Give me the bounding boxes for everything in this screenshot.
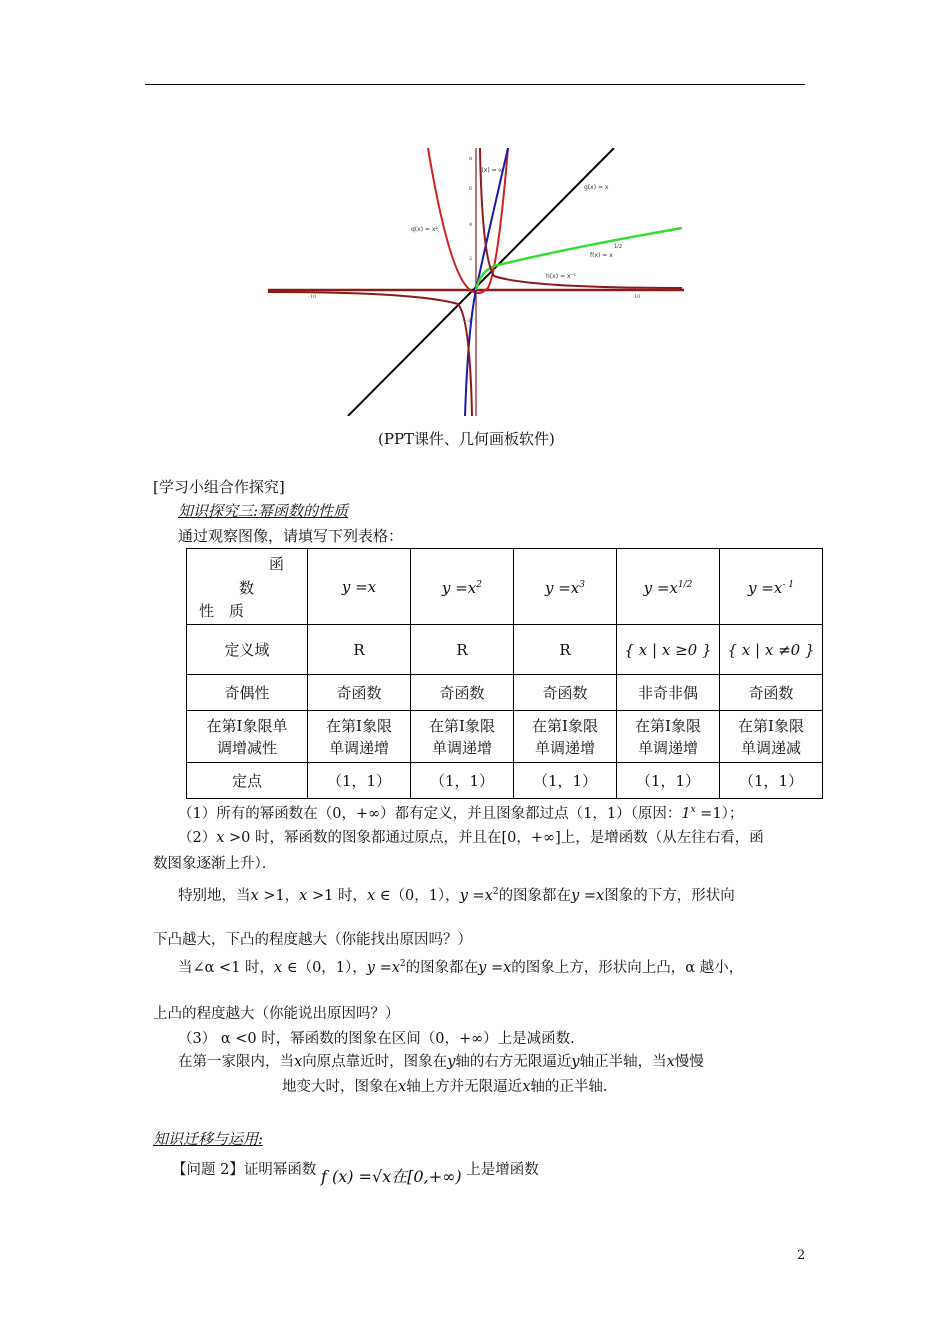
paragraph-4: 下凸越大，下凸的程度越大（你能找出原因吗？） — [153, 932, 472, 948]
label-inverse: h(x) = x⁻¹ — [546, 273, 576, 280]
power-function-graph — [268, 148, 684, 416]
curve-inverse-right — [480, 148, 682, 288]
table-row-domain: 定义域 R R R { x | x ≥0 } { x | x ≠0 } — [187, 625, 823, 675]
label-sqrt: f(x) = x — [590, 252, 613, 259]
curve-inverse-left — [268, 292, 472, 416]
col-header-x3: $y =x^3$ — [514, 549, 617, 625]
tick-y-6: 6 — [469, 186, 473, 192]
table-row-fixed-point: 定点 （1，1） （1，1） （1，1） （1，1） （1，1） — [187, 763, 823, 799]
label-cube: r(x) = x³ — [479, 167, 505, 174]
instruction-text: 通过观察图像，请填写下列表格： — [178, 527, 404, 545]
tick-y-2: 2 — [469, 256, 473, 262]
tick-y-4: 4 — [469, 222, 473, 228]
paragraph-6: 上凸的程度越大（你能说出原因吗？） — [153, 1006, 400, 1022]
paragraph-2: （2）x >0 时，幂函数的图象都通过原点，并且在[0，+∞]上，是增函数（从左往右看，函 — [178, 830, 764, 846]
col-header-x1: y =x — [308, 549, 411, 625]
page-number: 2 — [797, 1248, 806, 1263]
section-header: [学习小组合作探究] — [153, 478, 285, 496]
label-square: q(x) = x² — [411, 226, 438, 233]
paragraph-9: 地变大时，图象在x轴上方并无限逼近x轴的正半轴. — [282, 1079, 608, 1095]
paragraph-1: （1）所有的幂函数在（0，+∞）都有定义，并且图象都过点（1，1）（原因：$1^x =1$）； — [178, 805, 744, 822]
paragraph-7: （3） α <0 时，幂函数的图象在区间（0，+∞）上是减函数. — [178, 1031, 575, 1047]
paragraph-8: 在第一家限内，当x向原点靠近时，图象在y轴的右方无限逼近y轴正半轴，当x慢慢 — [178, 1054, 704, 1070]
col-header-x2: $y =x^2$ — [411, 549, 514, 625]
paragraph-2-cont: 数图象逐渐上升）． — [153, 856, 277, 872]
figure-caption: (PPT课件、几何画板软件) — [378, 430, 555, 448]
transfer-title: 知识迁移与运用: — [153, 1130, 264, 1148]
knowledge-title: 知识探究三:幂函数的性质 — [178, 502, 349, 520]
problem-2: 【问题 2】证明幂函数 f (x) =√x在[0,+∞) 上是增函数 — [172, 1162, 539, 1186]
col-header-x-half: $y =x^{1/2}$ — [617, 549, 720, 625]
label-linear: g(x) = x — [584, 184, 609, 191]
table-row-parity: 奇偶性 奇函数 奇函数 奇函数 非奇非偶 奇函数 — [187, 675, 823, 711]
tick-x-neg: -10 — [308, 294, 317, 300]
label-sqrt-exponent: 1/2 — [614, 244, 623, 250]
col-header-x-inv: $y =x^{- 1}$ — [720, 549, 823, 625]
curve-sqrt — [476, 228, 682, 290]
tick-y-8: 8 — [469, 156, 473, 162]
header-rule — [145, 84, 805, 85]
paragraph-3: 特别地，当x >1，x >1 时，x ∈（0，1），$y =x^2$的图象都在y =x图象的下方，形状向 — [178, 887, 735, 904]
properties-table — [186, 548, 823, 799]
paragraph-5: 当∠α <1 时，x ∈（0，1），$y =x^2$的图象都在y =x的图象上方，形状向上凸，α 越小， — [178, 959, 744, 976]
table-row-monotonicity: 在第Ⅰ象限单 调增减性 在第Ⅰ象限 单调递增 在第Ⅰ象限 单调递增 在第Ⅰ象限 单调递增 在第Ⅰ象限 单调递增 在第Ⅰ象限 单调递减 — [187, 711, 823, 763]
tick-y-neg2: -2 — [466, 318, 471, 324]
table-header-row — [187, 549, 823, 625]
tick-x-pos: 10 — [634, 294, 641, 300]
table-corner-cell: 函 数 性 质 — [187, 549, 308, 625]
